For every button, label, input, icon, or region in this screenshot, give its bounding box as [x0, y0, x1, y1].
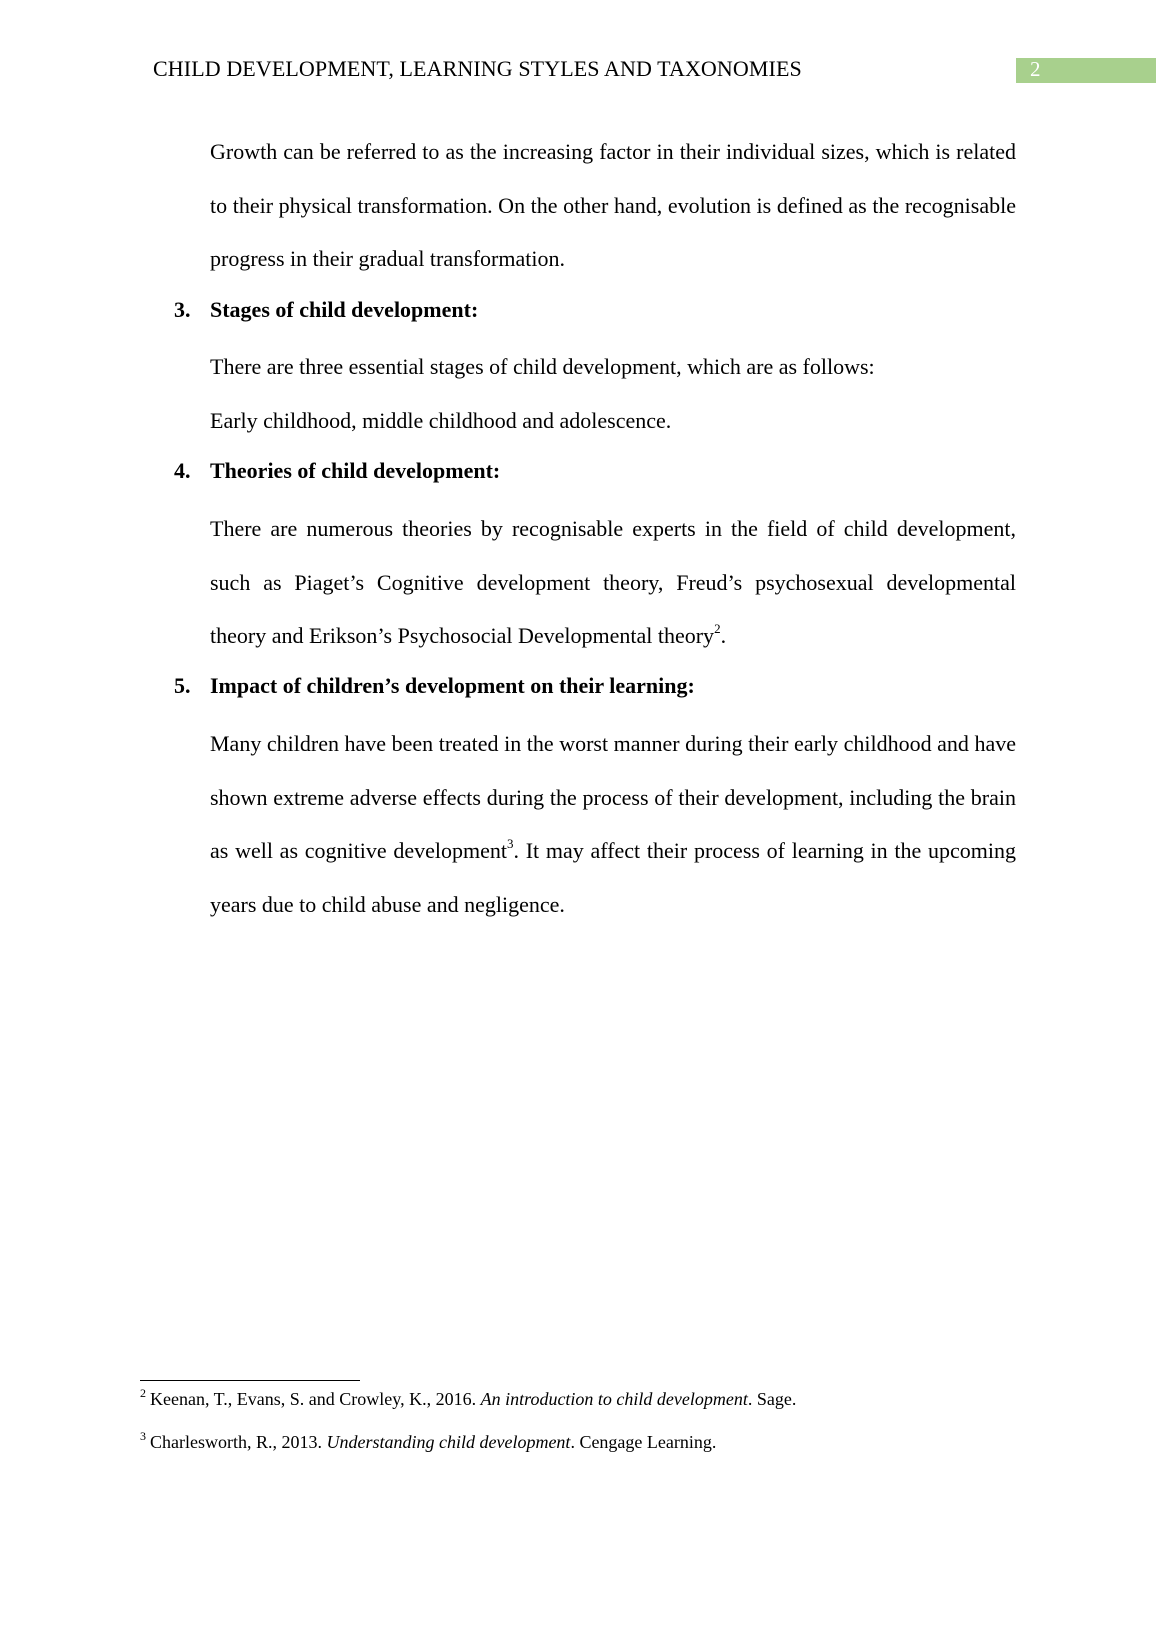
section-3-body	[210, 340, 1016, 447]
footnote-mark: 3	[140, 1429, 146, 1443]
section-5-body	[210, 717, 1016, 932]
section-5-text-after: . It may affect their process of learning in the upcoming years due to child abuse and negligence.	[210, 838, 1017, 918]
footnote-mark: 2	[140, 1386, 146, 1400]
section-4-paragraph	[210, 502, 1016, 663]
footnote-reference[interactable]: 2	[714, 621, 721, 637]
intro-paragraph-block	[210, 125, 1016, 286]
footnote-publisher: . Cengage Learning.	[570, 1432, 717, 1452]
section-5-text-before: Many children have been treated in the worst manner during their early childhood and have shown extreme adverse effects during the process of their development, including the brain as well as cognitive development	[210, 731, 1016, 864]
section-heading-text: Theories of child development:	[210, 458, 501, 483]
footnote-text: Keenan, T., Evans, S. and Crowley, K., 2016.	[150, 1389, 481, 1409]
running-header-title: CHILD DEVELOPMENT, LEARNING STYLES AND TAXONOMIES	[153, 56, 802, 81]
section-3-line-2: Early childhood, middle childhood and adolescence.	[210, 407, 672, 433]
page-number-box	[1016, 58, 1156, 83]
section-4-text-end: .	[720, 623, 727, 649]
section-heading-text: Stages of child development:	[210, 297, 479, 322]
footnote-3	[140, 1429, 717, 1453]
section-heading-3	[174, 297, 1024, 323]
section-heading-4	[174, 458, 1024, 484]
footnote-title: Understanding child development	[326, 1432, 571, 1452]
section-heading-text: Impact of children’s development on their learning:	[210, 673, 695, 698]
section-number: 3.	[174, 297, 191, 322]
footnote-title: An introduction to child development	[480, 1389, 748, 1409]
footnote-publisher: . Sage.	[747, 1389, 797, 1409]
footnote-text: Charlesworth, R., 2013.	[150, 1432, 327, 1452]
intro-paragraph: Growth can be referred to as the increasing factor in their individual sizes, which is related to their physical transformation. On the other hand, evolution is defined as the recognisable progress in their gradual transformation.	[210, 139, 1016, 272]
section-4-text: There are numerous theories by recognisable experts in the field of child development, such as Piaget’s Cognitive development theory, Freud’s psychosexual developmental theory and Erikson’s Psychosocial Developmental theory	[210, 516, 1016, 649]
section-3-line-1: There are three essential stages of child development, which are as follows:	[210, 354, 875, 379]
section-number: 4.	[174, 458, 191, 483]
section-4-body	[210, 502, 1016, 663]
section-heading-5	[174, 673, 1024, 699]
footnote-separator	[140, 1380, 360, 1381]
page-number: 2	[1030, 57, 1041, 81]
section-number: 5.	[174, 673, 191, 698]
section-5-paragraph	[210, 717, 1016, 932]
footnote-reference[interactable]: 3	[506, 836, 514, 852]
footnote-2	[140, 1386, 797, 1410]
